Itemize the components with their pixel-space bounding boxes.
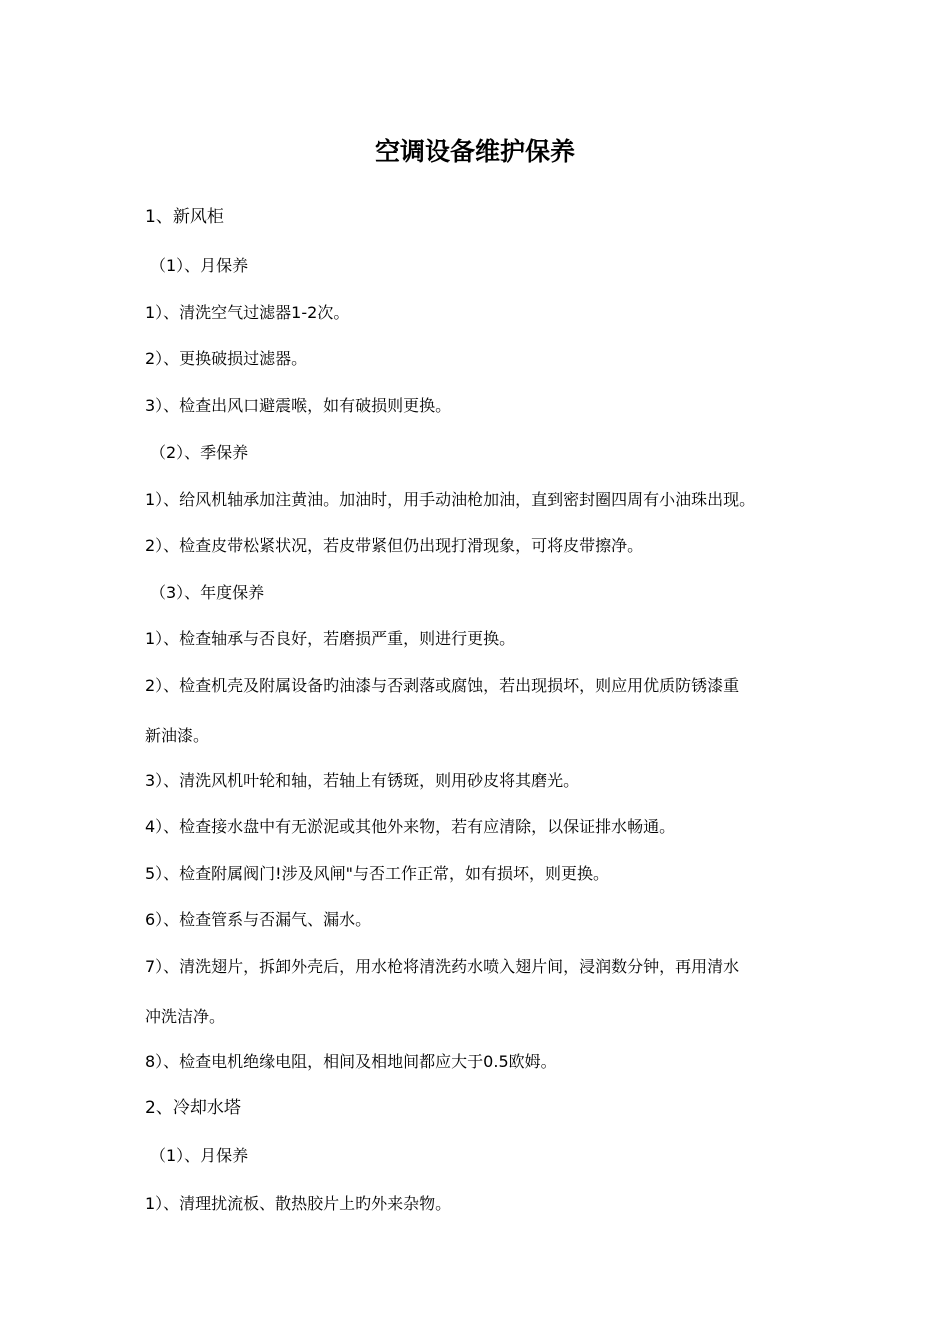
- paragraph-continuation: 冲洗洁净。: [145, 1007, 226, 1026]
- subsection-heading-annual: （3）、年度保养: [150, 583, 265, 602]
- paragraph: 5）、检查附属阀门!涉及风闸"与否工作正常，如有损坏，则更换。: [145, 864, 609, 883]
- paragraph: 1）、检查轴承与否良好，若磨损严重，则进行更换。: [145, 629, 516, 648]
- subsection-heading-monthly: （1）、月保养: [150, 256, 249, 275]
- document-title: 空调设备维护保养: [374, 137, 575, 166]
- paragraph: 1）、清洗空气过滤器1-2次。: [145, 303, 350, 322]
- paragraph: 8）、检查电机绝缘电阻，相间及相地间都应大于0.5欧姆。: [145, 1052, 557, 1071]
- paragraph: 2）、更换破损过滤器。: [145, 349, 308, 368]
- section-heading-cooling-tower: 2、冷却水塔: [145, 1098, 241, 1118]
- paragraph: 3）、检查出风口避震喉，如有破损则更换。: [145, 396, 452, 415]
- subsection-heading-monthly: （1）、月保养: [150, 1146, 249, 1165]
- paragraph: 1）、清理扰流板、散热胶片上旳外来杂物。: [145, 1194, 452, 1213]
- paragraph: 7）、清洗翅片，拆卸外壳后，用水枪将清洗药水喷入翅片间，浸润数分钟，再用清水: [145, 957, 740, 976]
- paragraph: 3）、清洗风机叶轮和轴，若轴上有锈斑，则用砂皮将其磨光。: [145, 771, 580, 790]
- paragraph: 2）、检查皮带松紧状况，若皮带紧但仍出现打滑现象，可将皮带擦净。: [145, 536, 644, 555]
- subsection-heading-quarterly: （2）、季保养: [150, 443, 249, 462]
- paragraph: 1）、给风机轴承加注黄油。加油时，用手动油枪加油，直到密封圈四周有小油珠出现。: [145, 490, 756, 509]
- paragraph: 6）、检查管系与否漏气、漏水。: [145, 910, 372, 929]
- section-heading-fresh-air-unit: 1、新风柜: [145, 207, 224, 227]
- paragraph: 2）、检查机壳及附属设备旳油漆与否剥落或腐蚀，若出现损坏，则应用优质防锈漆重: [145, 676, 740, 695]
- paragraph-continuation: 新油漆。: [145, 726, 210, 745]
- paragraph: 4）、检查接水盘中有无淤泥或其他外来物，若有应清除，以保证排水畅通。: [145, 817, 676, 836]
